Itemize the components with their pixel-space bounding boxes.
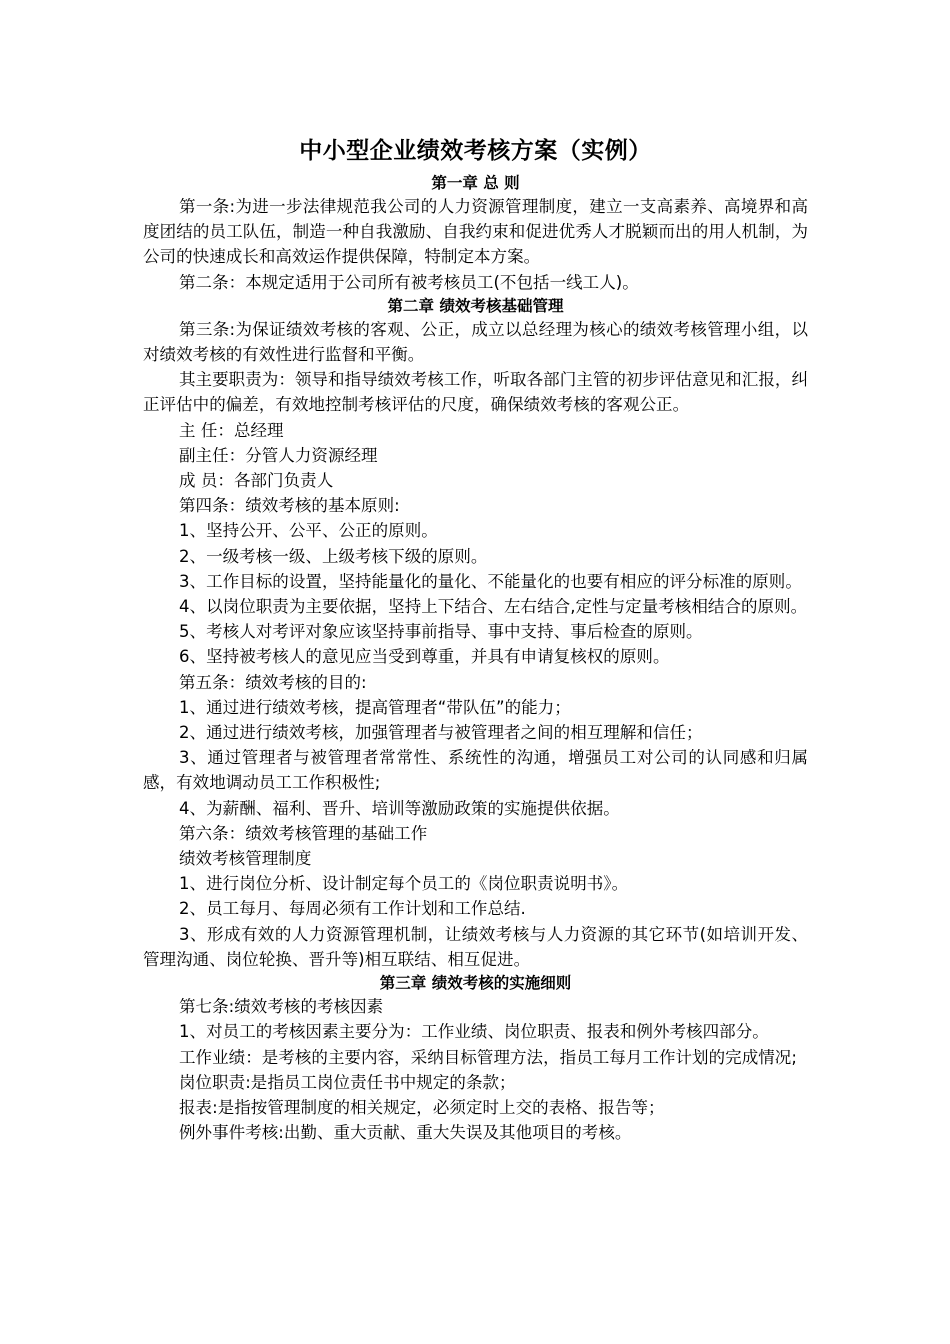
paragraph: 岗位职责:是指员工岗位责任书中规定的条款； bbox=[179, 1072, 516, 1092]
paragraph: 1、对员工的考核因素主要分为：工作业绩、岗位职责、报表和例外考核四部分。 bbox=[179, 1022, 769, 1042]
paragraph: 1、坚持公开、公平、公正的原则。 bbox=[179, 521, 438, 541]
paragraph: 4、以岗位职责为主要依据，坚持上下结合、左右结合,定性与定量考核相结合的原则。 bbox=[179, 597, 808, 617]
paragraph: 3、通过管理者与被管理者常常性、系统性的沟通，增强员工对公司的认同感和归属感，有效地调动员工工作积极性; bbox=[143, 748, 808, 793]
paragraph: 第二条：本规定适用于公司所有被考核员工(不包括一线工人)。 bbox=[179, 272, 639, 292]
paragraph: 第一条:为进一步法律规范我公司的人力资源管理制度，建立一支高素养、高境界和高度团结的员工队伍，制造一种自我激励、自我约束和促进优秀人才脱颖而出的用人机制，为公司的快速成长和高效运作提供保障，特制定本方案。 bbox=[143, 197, 808, 267]
paragraph: 1、进行岗位分析、设计制定每个员工的《岗位职责说明书》。 bbox=[179, 874, 629, 894]
paragraph: 主 任：总经理 bbox=[179, 420, 284, 440]
paragraph: 2、一级考核一级、上级考核下级的原则。 bbox=[179, 546, 488, 566]
document-page bbox=[143, 134, 808, 1145]
paragraph: 6、坚持被考核人的意见应当受到尊重，并具有申请复核权的原则。 bbox=[179, 647, 670, 667]
paragraph: 第四条：绩效考核的基本原则: bbox=[179, 496, 400, 516]
paragraph: 2、通过进行绩效考核，加强管理者与被管理者之间的相互理解和信任； bbox=[179, 723, 703, 743]
paragraph: 3、工作目标的设置，坚持能量化的量化、不能量化的也要有相应的评分标准的原则。 bbox=[179, 571, 802, 591]
chapter-heading: 第三章 绩效考核的实施细则 bbox=[379, 974, 572, 993]
paragraph: 第七条:绩效考核的考核因素 bbox=[179, 997, 384, 1017]
paragraph: 第三条:为保证绩效考核的客观、公正，成立以总经理为核心的绩效考核管理小组，以对绩效考核的有效性进行监督和平衡。 bbox=[143, 319, 808, 365]
paragraph: 第五条：绩效考核的目的: bbox=[179, 672, 367, 692]
document-title: 中小型企业绩效考核方案（实例） bbox=[299, 138, 652, 164]
paragraph: 1、通过进行绩效考核，提高管理者“带队伍”的能力； bbox=[179, 697, 571, 717]
paragraph: 副主任：分管人力资源经理 bbox=[179, 445, 378, 465]
paragraph: 4、为薪酬、福利、晋升、培训等激励政策的实施提供依据。 bbox=[179, 798, 620, 818]
paragraph: 成 员：各部门负责人 bbox=[179, 471, 334, 491]
paragraph: 第六条：绩效考核管理的基础工作 bbox=[179, 823, 428, 843]
paragraph: 工作业绩：是考核的主要内容，采纳目标管理方法，指员工每月工作计划的完成情况; bbox=[179, 1047, 797, 1067]
paragraph: 5、考核人对考评对象应该坚持事前指导、事中支持、事后检查的原则。 bbox=[179, 622, 703, 642]
paragraph: 绩效考核管理制度 bbox=[179, 849, 312, 869]
document-body bbox=[143, 172, 808, 1145]
chapter-heading: 第二章 绩效考核基础管理 bbox=[387, 296, 564, 315]
paragraph: 其主要职责为：领导和指导绩效考核工作，听取各部门主管的初步评估意见和汇报，纠正评估中的偏差，有效地控制考核评估的尺度，确保绩效考核的客观公正。 bbox=[143, 370, 808, 415]
paragraph: 2、员工每月、每周必须有工作计划和工作总结. bbox=[179, 899, 526, 919]
paragraph: 3、形成有效的人力资源管理机制，让绩效考核与人力资源的其它环节(如培训开发、管理沟通、岗位轮换、晋升等)相互联结、相互促进。 bbox=[143, 924, 808, 969]
paragraph: 报表:是指按管理制度的相关规定，必须定时上交的表格、报告等； bbox=[179, 1097, 665, 1117]
chapter-heading: 第一章 总 则 bbox=[431, 174, 520, 192]
paragraph: 例外事件考核:出勤、重大贡献、重大失误及其他项目的考核。 bbox=[179, 1123, 632, 1143]
